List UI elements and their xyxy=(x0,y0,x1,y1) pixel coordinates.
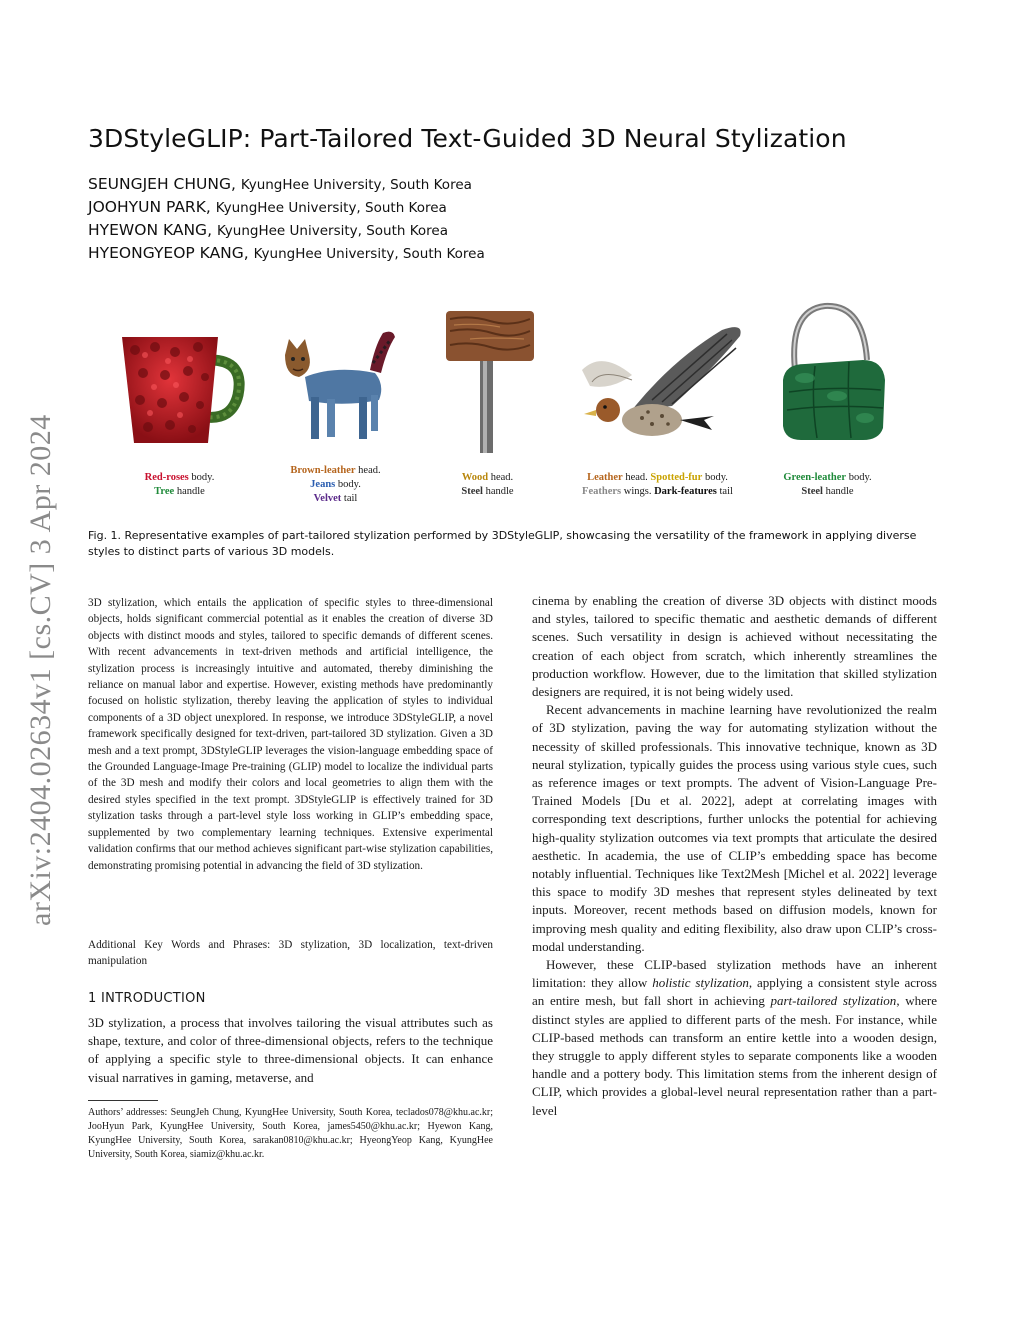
figure-item-caption xyxy=(112,471,247,499)
part-word: body. xyxy=(335,479,361,490)
intro-right-column xyxy=(532,592,937,1120)
part-word: head. xyxy=(488,472,514,483)
style-word: Velvet xyxy=(313,493,342,504)
paragraph-text: However, these CLIP-based stylization methods have an inherent limitation: they allow xyxy=(532,957,937,991)
style-word: Dark-features xyxy=(654,486,717,497)
author-affiliation: KyungHee University, South Korea xyxy=(216,223,449,239)
footnote: Authors’ addresses: SeungJeh Chung, KyungHee University, South Korea, teclados078@khu.ac.kr; JooHyun Park, KyungHee University, South Korea, james5450@khu.ac.kr; Hyewon Kang, KyungHee University, South Korea, sarakan0810@khu.ac.kr; HyeongYeop Kang, KyungHee University, South Korea, siamiz@khu.ac.kr. xyxy=(88,1107,493,1160)
intro-left-text: 3D stylization, a process that involves tailoring the visual attributes such as shape, texture, and color of three-dimensional objects, refers to the technique of applying a specific style to three-dimensional objects. It can enhance visual narratives in gaming, metaverse, and xyxy=(88,1015,493,1085)
author-name: HYEWON KANG, xyxy=(88,221,212,239)
part-word: tail xyxy=(341,493,358,504)
style-word: Steel xyxy=(461,486,483,497)
style-word: Steel xyxy=(801,486,823,497)
part-word: body. xyxy=(188,472,215,483)
author-affiliation: KyungHee University, South Korea xyxy=(240,177,472,193)
figure-cat-image xyxy=(275,325,400,445)
section-heading: 1 INTRODUCTION xyxy=(88,991,206,1006)
part-word: head. xyxy=(622,472,651,483)
style-word: Red-roses xyxy=(144,472,189,483)
figure-bag-image xyxy=(775,300,890,450)
abstract: 3D stylization, which entails the application of specific styles to three-dimensional objects, holds significant commercial potential as it enables the creation of diverse 3D objects with distinct moods and styles, tailored to specific demands of different scenes. With recent advancements in text-driven methods and artificial intelligence, the stylization process is increasingly intuitive and automated, thereby diminishing the reliance on manual labor and expertise. However, existing methods have predominantly focused on holistic stylization, thereby leaving the application of styles to individual components of a 3D object unexplored. In response, we introduce 3DStyleGLIP, a novel framework specifically designed for text-driven, part-tailored 3D stylization. Given a 3D mesh and a text prompt, 3DStyleGLIP leverages the vision-language embedding space of the Grounded Language-Image Pre-training (GLIP) model to localize the individual parts of the 3D mesh and modify their colors and local geometries to align them with the desired styles specified in the text prompt. 3DStyleGLIP is effectively trained for 3D stylization tasks through a part-level style loss working in GLIP’s embedding space, supplemented by two complementary learning techniques. Extensive experimental validation confirms that our method achieves significant part-wise stylization capabilities, demonstrating promising potential in advancing the field of 3D stylization. xyxy=(88,597,493,872)
figure-caption: Fig. 1. Representative examples of part-tailored stylization performed by 3DStyleGLIP, showcasing the versatility of the framework in applying diverse styles to distinct parts of various 3D models. xyxy=(88,529,917,558)
figure-item-caption xyxy=(555,471,760,499)
author-name: HYEONGYEOP KANG, xyxy=(88,244,249,262)
part-word: handle xyxy=(174,486,205,497)
style-word: Wood xyxy=(461,472,489,483)
figure-item-caption xyxy=(765,471,890,499)
figure-item-caption xyxy=(425,471,550,499)
paragraph-text: , applying a consistent style across an entire mesh, but fall short in achieving xyxy=(532,975,937,1009)
author-name: JOOHYUN PARK, xyxy=(88,198,211,216)
paragraph xyxy=(532,956,937,1120)
part-word: head. xyxy=(355,465,381,476)
paragraph: cinema by enabling the creation of diverse 3D objects with distinct moods and styles, tailored to specific thematic and aesthetic demands of different scenes. Such versatility in design is achieved without necessitating the creation of each object from scratch, which inherently streamlines the production workflow. However, due to the limitation that skilled stylization designers are required, it is not being widely used. xyxy=(532,593,937,700)
part-word: handle xyxy=(822,486,854,497)
part-word: handle xyxy=(482,486,514,497)
author-affiliation: KyungHee University, South Korea xyxy=(215,200,447,216)
author-affiliation: KyungHee University, South Korea xyxy=(253,246,485,262)
style-word: Tree xyxy=(154,486,175,497)
author-line xyxy=(88,244,485,262)
author-line xyxy=(88,198,447,216)
paragraph: Recent advancements in machine learning have revolutionized the realm of 3D stylization, paving the way for automating stylization without the necessity of skilled professionals. This innovative technique, known as 3D neural stylization, typically guides the process using various style cues, such as reference images or text prompts. The advent of Vision-Language Pre-Trained Models [Du et al. 2022], adept at correlating images with corresponding text descriptions, further unlocks the potential for achieving high-quality stylization outcomes via text prompts that articulate the desired aesthetic. In academia, the use of CLIP’s embedding space has become notably influential. Techniques like Text2Mesh [Michel et al. 2022] leverage this space to modify 3D meshes that represent styles delineated by text inputs. Moreover, recent methods based on diffusion models, known for improving mesh quality and editing flexibility, also draw upon CLIP’s cross-modal understanding. xyxy=(532,702,937,954)
paragraph-text: , where distinct styles are applied to different parts of the mesh. For instance, while CLIP-based methods can transform an entire kettle into a wooden design, they struggle to apply different styles to separate components like a wooden handle and a pottery body. This limitation stems from the inherent design of CLIP, which provides a global-level neural representation rather than a part-level xyxy=(532,993,937,1118)
author-line xyxy=(88,221,448,239)
keywords: Additional Key Words and Phrases: 3D stylization, 3D localization, text-driven manipulation xyxy=(88,939,493,968)
part-word: body. xyxy=(702,472,728,483)
author-name: SEUNGJEH CHUNG, xyxy=(88,175,236,193)
style-word: Green-leather xyxy=(783,472,847,483)
figure-item-caption xyxy=(268,464,403,506)
arxiv-stamp xyxy=(18,360,58,930)
part-word: wings. xyxy=(621,486,655,497)
footnote-rule xyxy=(88,1100,158,1101)
style-word: Jeans xyxy=(310,479,336,490)
arxiv-stamp-text: arXiv:2404.02634v1 [cs.CV] 3 Apr 2024 xyxy=(24,414,57,926)
style-word: Spotted-fur xyxy=(650,472,703,483)
emphasis: holistic stylization xyxy=(652,975,749,991)
style-word: Feathers xyxy=(582,486,622,497)
part-word: body. xyxy=(846,472,872,483)
figure-hammer-image xyxy=(440,305,540,455)
figure-cup-image xyxy=(110,325,245,455)
figure-bird-image xyxy=(572,320,747,450)
style-word: Brown-leather xyxy=(290,465,356,476)
paper-title: 3DStyleGLIP: Part-Tailored Text-Guided 3D Neural Stylization xyxy=(88,124,847,153)
emphasis: part-tailored stylization xyxy=(770,993,897,1009)
style-word: Leather xyxy=(587,472,623,483)
part-word: tail xyxy=(716,486,733,497)
author-line xyxy=(88,175,472,193)
